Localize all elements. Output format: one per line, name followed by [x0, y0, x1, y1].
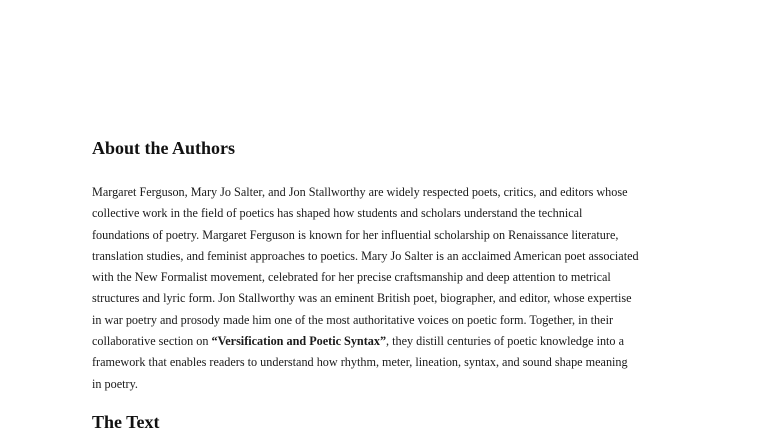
- paragraph-line-with-emphasis: [92, 331, 716, 352]
- paragraph-line: collective work in the field of poetics has shaped how students and scholars understand the technical: [92, 206, 583, 221]
- section-heading-the-text: The Text: [92, 412, 160, 432]
- line-text-before: collaborative section on: [92, 334, 212, 349]
- paragraph-line: foundations of poetry. Margaret Ferguson is known for her influential scholarship on Renaissance literature,: [92, 227, 619, 242]
- paragraph-line: framework that enables readers to understand how rhythm, meter, lineation, syntax, and sound shape meaning: [92, 355, 628, 370]
- paragraph-line: in war poetry and prosody made him one of the most authoritative voices on poetic form. Together, in their: [92, 312, 614, 327]
- paragraph-line: with the New Formalist movement, celebrated for her precise craftsmanship and deep attention to metrical: [92, 270, 611, 285]
- paragraph-line: in poetry.: [92, 376, 138, 391]
- about-paragraph: [92, 182, 716, 395]
- paragraph-line: structures and lyric form. Jon Stallworthy was an eminent British poet, biographer, and editor, whose expertise: [92, 291, 632, 306]
- section-heading-about-the-authors: About the Authors: [92, 138, 236, 158]
- emphasized-section-title: “Versification and Poetic Syntax”: [211, 334, 387, 349]
- paragraph-line: Margaret Ferguson, Mary Jo Salter, and Jon Stallworthy are widely respected poets, critics, and editors whose: [92, 185, 628, 199]
- line-text-after: , they distill centuries of poetic knowledge into a: [386, 334, 624, 349]
- paragraph-line: translation studies, and feminist approaches to poetics. Mary Jo Salter is an acclaimed American poet associated: [92, 248, 639, 263]
